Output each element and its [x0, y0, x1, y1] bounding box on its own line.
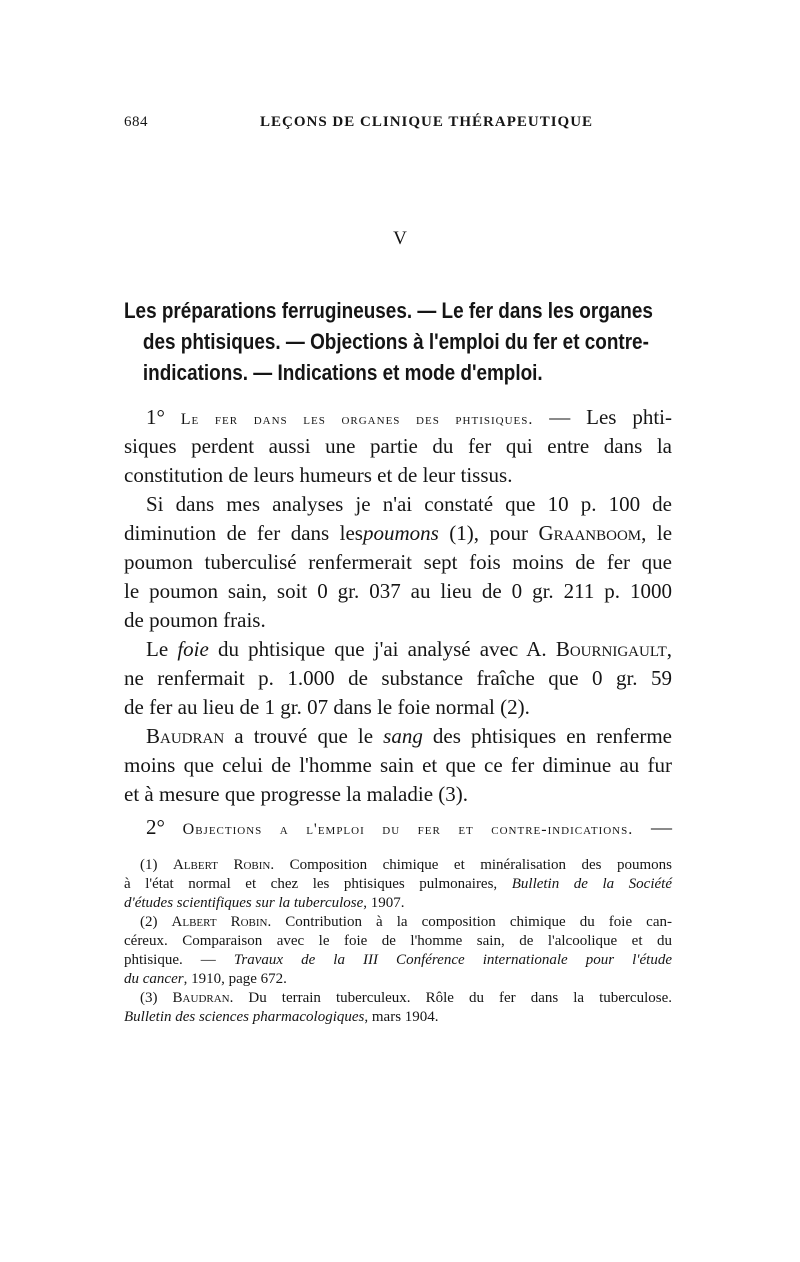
emphasis-text: foie — [177, 637, 209, 661]
paragraph-line — [124, 403, 672, 432]
text-run: . Composition chimique et minéralisation des poumons — [270, 857, 672, 873]
author-name: Graanboom — [538, 521, 642, 545]
paragraph-number: 1° — [146, 405, 181, 429]
section-subheading: Objections a l'emploi du fer et contre-indications. — [182, 821, 634, 838]
text-run: phtisique. — — [124, 952, 234, 968]
body-text — [124, 403, 672, 842]
chapter-heading-line: des phtisiques. — Objections à l'emploi du fer et contre- — [142, 329, 649, 354]
chapter-heading-line: Les préparations ferrugineuses. — Le fer dans les organes — [124, 298, 653, 323]
footnote-line — [124, 894, 672, 913]
text-run: . Contribution à la composition chimique du foie can- — [267, 914, 672, 930]
author-name: Albert Robin — [171, 914, 268, 930]
paragraph-line: constitution de leurs humeurs et de leur tissus. — [124, 463, 513, 487]
paragraph-line: de poumon frais. — [124, 608, 266, 632]
footnote-line — [124, 913, 672, 932]
paragraph-line: ne renfermait p. 1.000 de substance fraîche que 0 gr. 59 — [124, 666, 672, 690]
text-run: a trouvé que le — [224, 724, 384, 748]
text-run: , 1907. — [363, 895, 405, 911]
citation-title: Bulletin de la Société — [511, 876, 672, 892]
footnote-line — [124, 951, 672, 970]
text-run: , 1910, page 672. — [183, 971, 287, 987]
text-run: à l'état normal et chez les phtisiques pulmonaires, — [124, 876, 512, 892]
paragraph-line — [124, 635, 672, 664]
footnote-line — [124, 970, 672, 989]
page-number: 684 — [124, 114, 148, 130]
chapter-heading-line: indications. — Indications et mode d'emploi. — [142, 360, 543, 385]
paragraph-line: et à mesure que progresse la maladie (3). — [124, 782, 469, 806]
paragraph-line — [124, 813, 672, 842]
paragraph-line: le poumon sain, soit 0 gr. 037 au lieu de 0 gr. 211 p. 1000 — [124, 579, 672, 603]
author-name: Bournigault — [555, 637, 667, 661]
emphasis-text: poumons — [362, 521, 439, 545]
citation-title: d'études scientifiques sur la tuberculose — [124, 895, 364, 911]
paragraph-number: 2° — [146, 815, 183, 839]
paragraph-line: siques perdent aussi une partie du fer qui entre dans la — [124, 434, 672, 458]
emphasis-text: sang — [383, 724, 423, 748]
text-run: des phtisiques en renferme — [422, 724, 672, 748]
section-subheading: Le fer dans les organes des phtisiques. — [180, 411, 534, 428]
paragraph-line: Si dans mes analyses je n'ai constaté que 10 p. 100 de — [146, 492, 672, 516]
text-run: , — [666, 637, 673, 661]
footnote-marker: (1) — [140, 857, 173, 873]
paragraph-line: moins que celui de l'homme sain et que ce fer diminue au fur — [124, 753, 672, 777]
citation-title: Travaux de la III Conférence internationale pour l'étude — [233, 952, 672, 968]
text-run: , mars 1904. — [364, 1009, 439, 1025]
footnote-marker: (3) — [140, 990, 173, 1006]
footnote-line: céreux. Comparaison avec le foie de l'homme sain, de l'alcoolique et du — [124, 933, 672, 949]
text-run: . Du terrain tuberculeux. Rôle du fer dans la tuberculose. — [229, 990, 672, 1006]
footnotes — [124, 856, 672, 1027]
footnote-marker: (2) — [140, 914, 172, 930]
text-run: (1), pour — [438, 521, 539, 545]
footnote-line — [124, 989, 672, 1008]
chapter-heading — [124, 295, 674, 388]
text-run: — Les phti- — [533, 405, 672, 429]
author-name: Baudran — [146, 724, 225, 748]
paragraph-line — [124, 722, 672, 751]
paragraph-line — [124, 519, 672, 548]
text-run: diminution de fer dans les — [124, 521, 363, 545]
paragraph-line: de fer au lieu de 1 gr. 07 dans le foie normal (2). — [124, 695, 530, 719]
paragraph-line: poumon tuberculisé renfermerait sept fois moins de fer que — [124, 550, 672, 574]
running-title: LEÇONS DE CLINIQUE THÉRAPEUTIQUE — [260, 114, 594, 130]
footnote-line — [124, 1008, 672, 1027]
footnote-line — [124, 875, 672, 894]
author-name: Baudran — [172, 990, 230, 1006]
text-run: du phtisique que j'ai analysé avec A. — [208, 637, 556, 661]
section-number: V — [393, 228, 407, 249]
text-run: Le — [146, 637, 178, 661]
author-name: Albert Robin — [172, 857, 271, 873]
footnote-line — [124, 856, 672, 875]
citation-title: du cancer — [124, 971, 184, 987]
text-run: , le — [641, 521, 673, 545]
text-run: — — [633, 815, 672, 839]
citation-title: Bulletin des sciences pharmacologiques — [124, 1009, 365, 1025]
